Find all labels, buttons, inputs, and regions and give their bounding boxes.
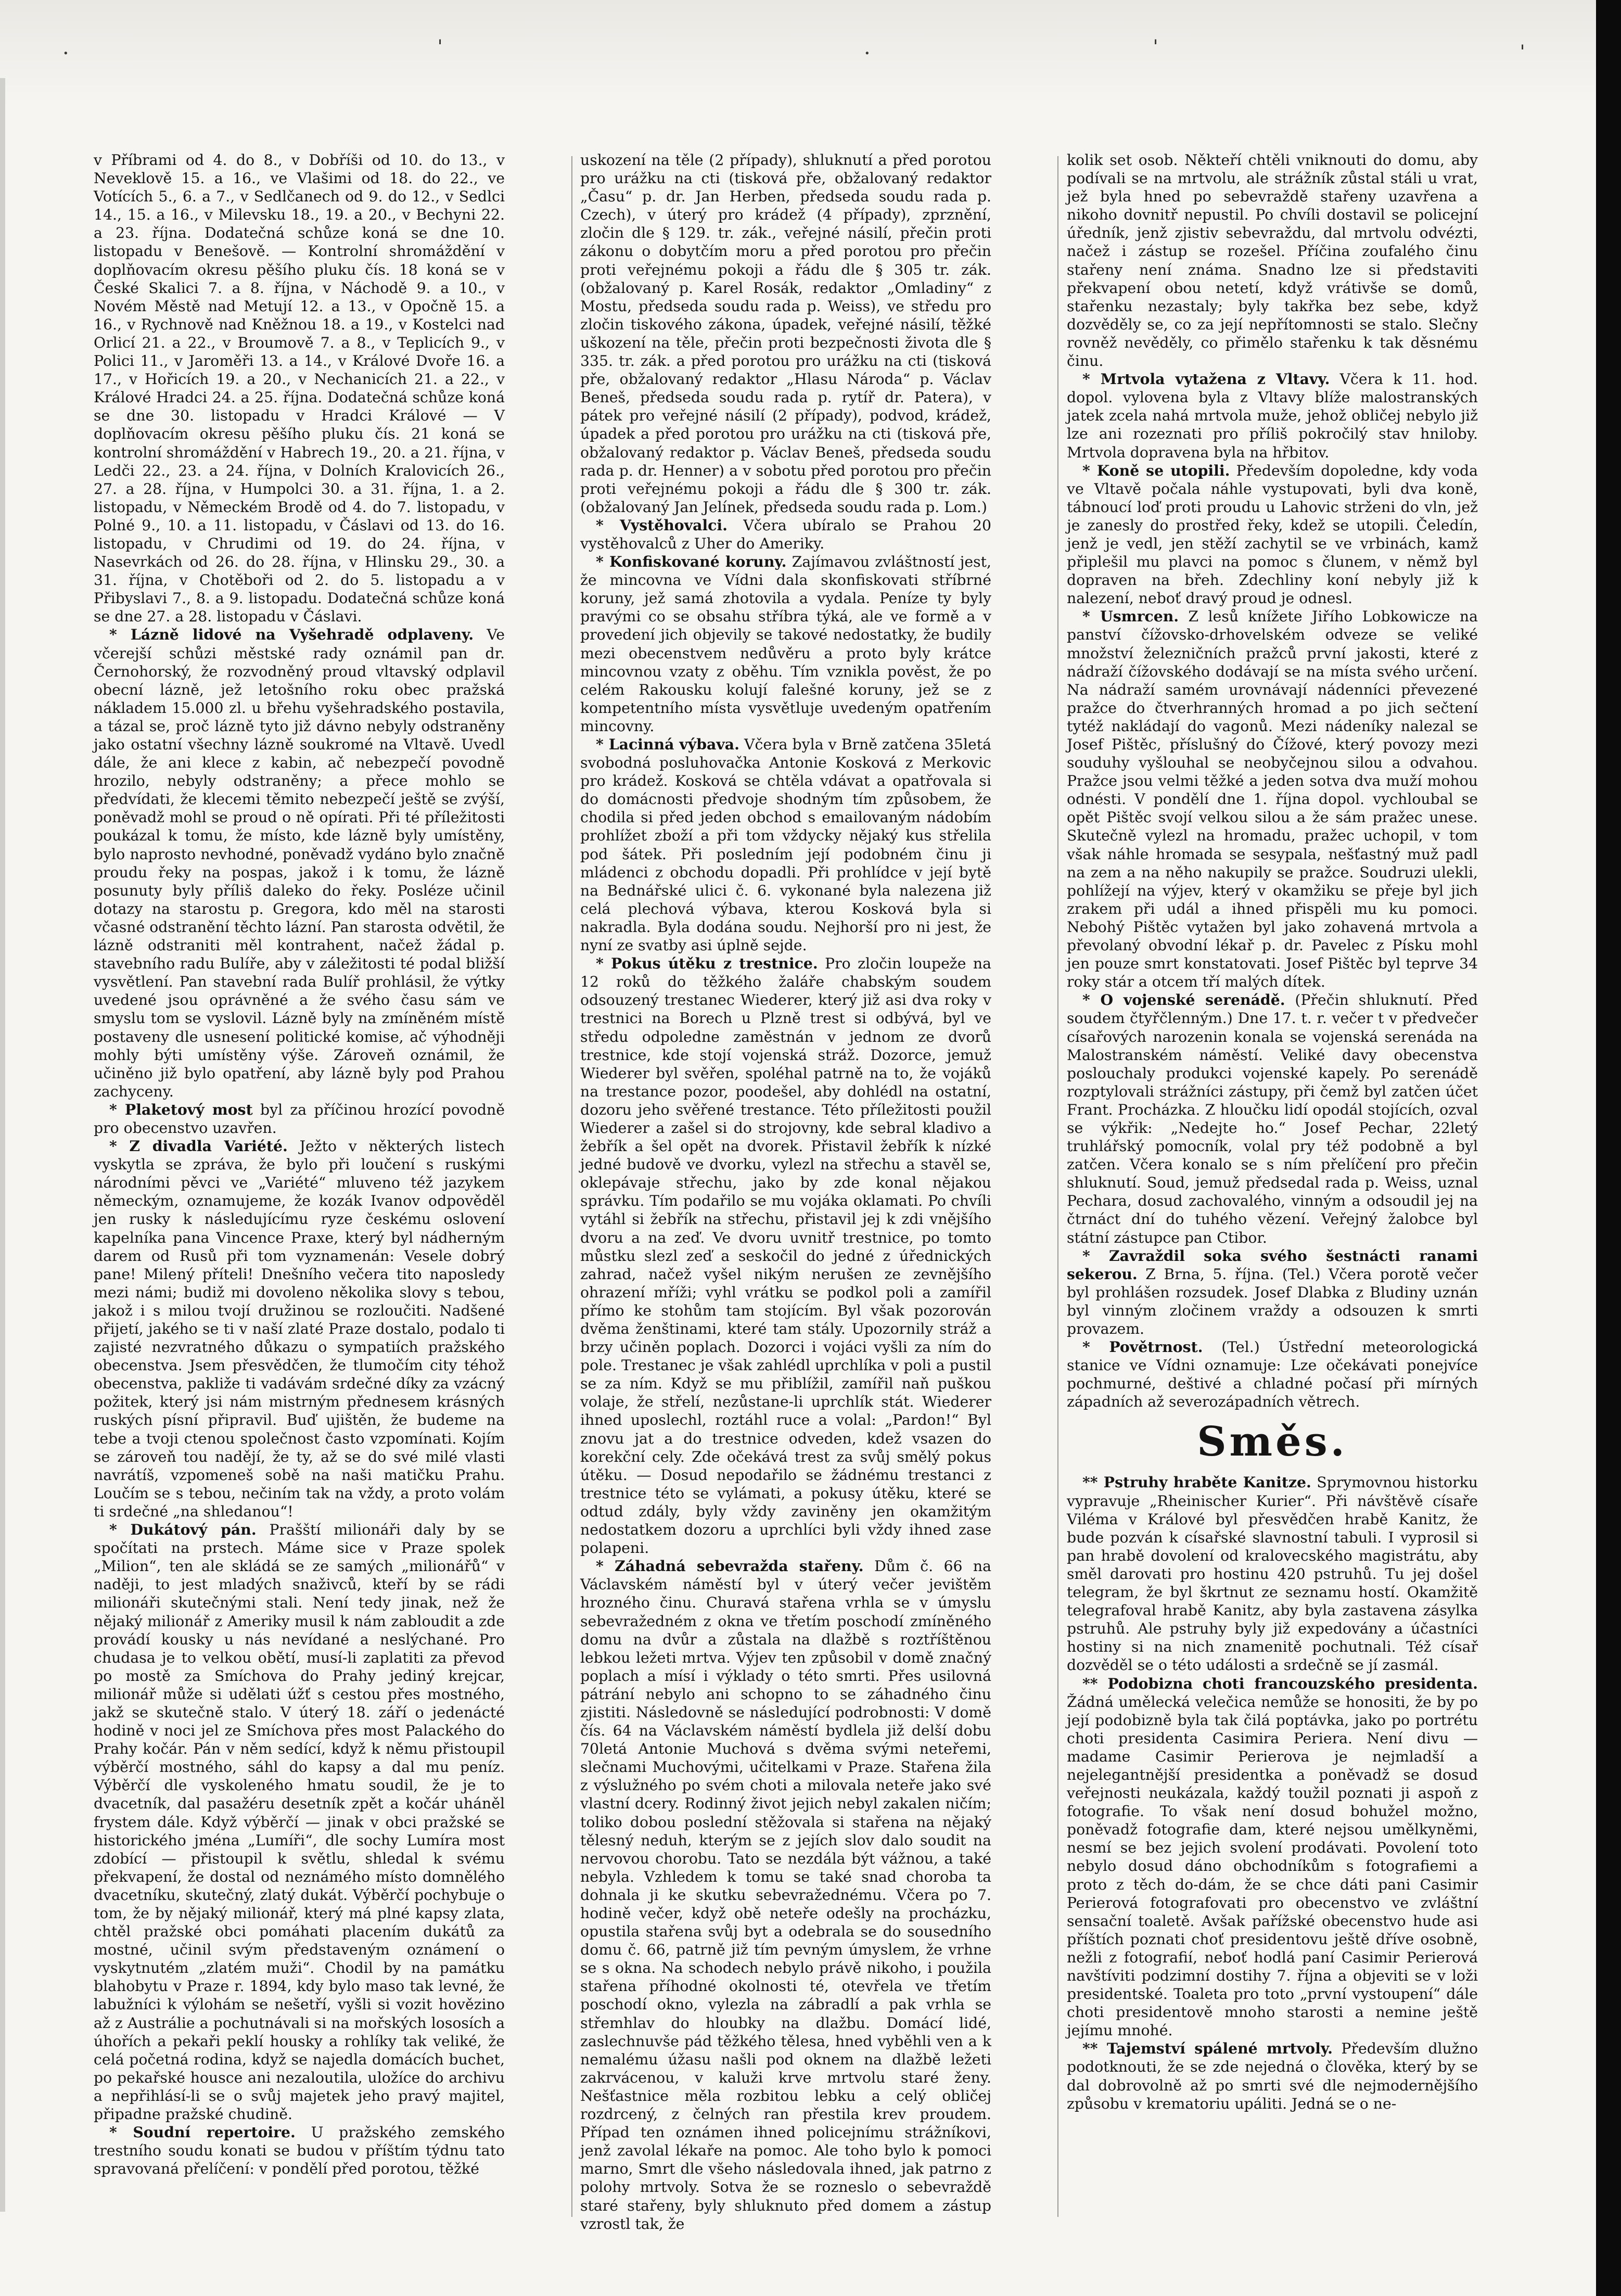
news-article: [1067, 462, 1478, 608]
article-headline: * Dukátový pán.: [109, 1521, 257, 1539]
article-body: Dům č. 66 na Václavském náměstí byl v úterý večer jevištěm hrozného činu. Churavá stařena vrhla se v úmyslu sebevražedném z okna ve třetím poschodí zmíněného domu na dvůr a zůstala na dlažbě s roztříštěnou lebkou ležeti mrtva. Výjev ten způsobil v domě značný poplach a mísí i výklady o této smrti. Přes usilovná pátrání nebylo ani schopno to se záhadného činu zjistiti. Následovně se následující podrobnosti: V domě čís. 64 na Václavském náměstí bydlela již delší dobu 70letá Antonie Muchová s dvěma svými neteřemi, slečnami Muchovými, učitelkami v Praze. Stařena žila z výslužného po svém choti a milovala neteře jako své vlastní dcery. Rodinný život jejich nebyl zakalen ničím; toliko dobou poslední stěžovala si stařena na nějaký tělesný neduh, kterým se z jejích slov dalo soudit na nervovou chorobu. Tato se nezdála být vážnou, a také nebyla. Vzhledem k tomu se také snad choroba ta dohnala ji ke skutku sebevražednému. Včera po 7. hodině večer, když obě neteře odešly na procházku, opustila stařena svůj byt a odebrala se do sousedního domu č. 66, patrně již tím pevným úmyslem, že vrhne se s okna. Na schodech nebylo právě nikoho, i použila stařena příhodné okolnosti té, otevřela ve třetím poschodí okno, vylezla na zábradlí a pak vrhla se střemhlav do hloubky na dlažbu. Domácí lidé, zaslechnuvše pád těžkého tělesa, hned vyběhli ven a k nemalému úžasu našli pod oknem na dlažbě ležeti zakrvácenou, v kaluži krve mrtvolu staré ženy. Nešťastnice měla rozbitou lebku a celý obličej rozdrcený, z čelných ran přestila krev proudem. Případ ten oznámen ihned policejnímu strážníkovi, jenž zavolal lékaře na pomoc. Ale toho bylo k pomoci marno, Smrt dle všeho následovala ihned, jak patrno z polohy mrtvoly. Sotva že se rozneslo o sebevraždě staré stařeny, byly shluknuto před domem a zástup vzrostl tak, že: [580, 1558, 991, 2233]
column-1: [94, 151, 505, 2222]
article-body: Včera byla v Brně zatčena 35letá svobodná posluhovačka Antonie Kosková z Merkovic pro krádež. Kosková se chtěla vdávat a opatřovala si do domácnosti předvoje shodným tím způsobem, že chodila si před jeden obchod s emailovaným nádobím prohlížet zboží a při tom vždycky nějaký kus střelila pod šátek. Při posledním její podobném činu ji mládenci z obchodu dopadli. Při prohlídce v její bytě na Bednářské ulici č. 6. vykonané byla nalezena již celá plechová výbava, kterou Kosková byla si nakradla. Byla dodána soudu. Nejhorší pro ni jest, že nyní ze svatby asi úplně sejde.: [580, 736, 992, 954]
article-headline: * Vystěhovalci.: [596, 516, 728, 534]
article-body: (Tel.) Ústřední meteorologická stanice ve Vídni oznamuje: Lze očekávati ponejvíce pochmurné, deštivé a chladné počasí při mírných západních až severozápadních větrech.: [1067, 1338, 1478, 1411]
article-headline: * Povětrnost.: [1082, 1338, 1203, 1356]
news-article: [94, 1521, 505, 2123]
article-body: U pražského zemského trestního soudu konati se budou v příštím týdnu tato spravovaná přelíčení: v pondělí před porotou, těžké: [94, 2124, 505, 2178]
article-headline: * Záhadná sebevražda stařeny.: [596, 1557, 864, 1575]
article-body: Pro zločin loupeže na 12 roků do těžkého žaláře chabským soudem odsouzený trestanec Wiederer, který již asi dva roky v trestnici na Borech u Plzně trest si odbývá, byl ve středu odpoledne zaměstnán v jednom ze dvorů trestnice, kde stojí vojenská stráž. Dozorce, jemuž Wiederer byl svěřen, spoléhal patrně na to, že vojáků na trestance pozor, poodešel, aby dohlédl na ostatní, dozoru jeho svěřené trestance. Této příležitosti použil Wiederer a zašel si do strojovny, kde sebral kladivo a žebřík a šel opět na dvorek. Přistavil žebřík k nízké jedné budově ve dvorku, vylezl na střechu a stavěl se, oklepávaje střechu, jako by zde konal nějakou správku. Tím podařilo se mu vojáka oklamati. Po chvíli vytáhl si žebřík na střechu, přistavil jej k zdi vnějšího dvoru a na zeď. Ve dvoru uvnitř trestnice, po tomto můstku slezl zeď a seskočil do jedné z úřednických zahrad, načež vyšel nikým nerušen ze zevnějšího ohrazení mříži; vyhl vrátku se podkol poli a zamířil přímo ke stohům tam stojícím. Byl však pozorován dvěma ženštinami, které tam stály. Upozornily stráž a brzy učiněn poplach. Dozorci i vojáci vyšli za ním do pole. Trestanec je však zahlédl uprchlíka v poli a pustil se za ním. Když se mu přiblížil, zamířil naň puškou volaje, že střelí, nezůstane-li uprchlík stát. Wiederer ihned uposlechl, roztáhl ruce a volal: „Pardon!“ Byl znovu jat a do trestnice odveden, kdež vsazen do korekční cely. Zde očekává trest za svůj smělý pokus útěku. — Dosud nepodařilo se žádnému trestanci z trestnice této se vylámati, a pokusy útěku, které se odtud zdály, byly vždy zaviněny jen okamžitým nedostatkem dozoru a uprchlíci byli vždy ihned zase polapeni.: [580, 955, 991, 1557]
article-headline: * Mrtvola vytažena z Vltavy.: [1082, 370, 1330, 388]
news-article: [1067, 1675, 1478, 2040]
article-body: Prašští milionáři daly by se spočítati na prstech. Máme sice v Praze spolek „Milion“, ten ale skládá se ze samých „milionářů“ v naději, to jest mladých snaživců, kteří by se rádi milionáři skutečnými stali. Není tedy jinak, než že nějaký milionář z Ameriky musil k nám zabloudit a zde provádí kousky u nás nevídané a neslýchané. Pro chudasa je to velkou obětí, musí-li zaplatiti za převod po mostě za Smíchova do Prahy jediný krejcar, milionář může si udělati úžť s cestou přes mostného, jakž se skutečně stalo. V úterý 18. září o jedenácté hodině v noci jel ze Smíchova přes most Palackého do Prahy kočár. Pán v něm sedící, když k němu přistoupil výběrčí mostného, sáhl do kapsy a dal mu peníz. Výběrčí dle vyskoleného hmatu soudil, že je to dvacetník, dal pasažéru desetník zpět a kočár uháněl frystem dále. Když výběrčí — jinak v obci pražské se historického jména „Lumíři“, dle sochy Lumíra most zdobící — přistoupil k světlu, shledal k svému překvapení, že dostal od neznámého místo domnělého dvacetníku, skutečný, zlatý dukát. Výběrčí pochybuje o tom, že by nějaký milionář, který má plné kapsy zlata, chtěl pražské obci pomáhati placením dukátů za mostné, učinil svým představeným oznámení o vyskytnutém „zlatém muži“. Chodil by na památku blahobytu v Praze r. 1894, kdy bylo maso tak levné, že labužníci k výlohám se nešetří, vyšli si vozit hovězino až z Austrálie a pochutnávali si na mořských lososích a úhořích a pekaři peklí housky a rohlíky tak veliké, že celá početná rodina, když se najedla domácích buchet, po pekařské housce ani nezaloutila, uložíce do archivu a nepřihlásí-li se o svůj majetek jeho pravý majitel, připadne pražské chudině.: [94, 1521, 505, 2123]
scan-speck: ·: [62, 42, 69, 66]
article-headline: * Z divadla Variété.: [109, 1137, 288, 1155]
article-body: v Příbrami od 4. do 8., v Dobříši od 10. do 13., v Neveklově 15. a 16., ve Vlašimi od 18. do 22., ve Votících 5., 6. a 7., v Sedlčanech od 9. do 12., v Sedlci 14., 15. a 16., v Milevsku 18., 19. a 20., v Bechyni 22. a 23. října. Dodatečná schůze koná se dne 10. listopadu v Benešově. — Kontrolní shromáždění v doplňovacím okresu pěšího pluku čís. 18 koná se v České Skalici 7. a 8. října, v Náchodě 9. a 10., v Novém Městě nad Metují 12. a 13., v Opočně 15. a 16., v Rychnově nad Kněžnou 18. a 19., v Kostelci nad Orlicí 21. a 22., v Broumově 7. a 8., v Teplicích 9., v Polici 11., v Jaroměři 13. a 14., v Králové Dvoře 16. a 17., v Hořicích 19. a 20., v Nechanicích 21. a 22., v Králové Hradci 24. a 25. října. Dodatečná schůze koná se dne 30. listopadu v Hradci Králové — V doplňovacím okresu pěšího pluku čís. 21 koná se kontrolní shromáždění v Habrech 19., 20. a 21. října, v Ledči 22., 23. a 24. října, v Dolních Kralovicích 26., 27. a 28. října, v Humpolci 30. a 31. října, 1. a 2. listopadu, v Německém Brodě od 4. do 7. listopadu, v Polné 9., 10. a 11. listopadu, v Čáslavi od 13. do 16. listopadu, v Chrudimi od 19. do 24. října, v Nasevrkách od 26. do 28. října, v Hlinsku 29., 30. a 31. října, v Chotěboři od 2. do 5. listopadu a v Přibyslavi 7., 8. a 9. listopadu. Dodatečná schůze koná se dne 27. a 28. listopadu v Čáslavi.: [94, 151, 505, 626]
news-article: [1067, 2039, 1478, 2112]
column-rule: [571, 156, 572, 2217]
news-article: [580, 151, 991, 516]
article-headline: * Soudní repertoire.: [109, 2123, 296, 2141]
article-headline: ** Podobizna choti francouzského presidenta.: [1082, 1674, 1478, 1692]
scan-speck: ·: [864, 42, 871, 66]
article-body: byl za příčinou hrozící povodně pro obecenstvo uzavřen.: [94, 1101, 505, 1137]
article-headline: * O vojenské serenádě.: [1082, 991, 1285, 1009]
news-article: [580, 553, 991, 735]
article-headline: * Konfiskované koruny.: [596, 553, 787, 571]
article-body: Včera ubíralo se Prahou 20 vystěhovalců z Uher do Ameriky.: [580, 516, 991, 552]
article-body: uskození na těle (2 případy), shluknutí a před porotou pro urážku na cti (tisková pře, obžalovaný redaktor „Času“ p. dr. Jan Herben, předseda soudu rada p. Czech), v úterý pro krádež (4 případy), zprznění, zločin dle § 129. tr. zák., veřejné násilí, přečin proti zákonu o dobytčím moru a před porotou pro přečin proti veřejnému pokoji a řádu dle § 305 tr. zák. (obžalovaný p. Karel Rosák, redaktor „Omladiny“ z Mostu, předseda soudu rada p. Weiss), ve středu pro zločin tiskového zákona, úpadek, veřejné násilí, těžké uškození na těle, přečin proti bezpečnosti života dle § 335. tr. zák. a před porotou pro urážku na cti (tisková pře, obžalovaný redaktor „Hlasu Národa“ p. Václav Beneš, předseda soudu rada p. rytíř dr. Patera), v pátek pro veřejné násilí (2 případy), podvod, krádež, úpadek a před porotou pro urážku na cti (tisková pře, obžalovaný redaktor p. Václav Beneš, předseda soudu rada p. dr. Henner) a v sobotu před porotou pro přečin proti veřejnému pokoji a řádu dle § 300 tr. zák. (obžalovaný Jan Jelínek, předseda soudu rada p. Lom.): [580, 151, 991, 516]
scan-speck: ˈ: [437, 36, 443, 60]
scan-speck: ˈ: [1520, 42, 1525, 66]
article-headline: ** Tajemství spálené mrtvoly.: [1082, 2039, 1333, 2058]
news-article: [580, 735, 991, 954]
column-rule: [1057, 156, 1058, 2217]
article-headline: * Plaketový most: [109, 1100, 253, 1118]
article-body: (Přečin shluknutí. Před soudem čtyřčlenným.) Dne 17. t. r. večer t v předvečer císařových narozenin konala se vojenská serenáda na Malostranském náměstí. Veliké davy obecenstva poslouchaly produkci vojenské kapely. Po serenádě rozptylovali strážníci zástupy, při čemž byl zatčen účet Frant. Procházka. Z hloučku lidí opodál stojících, ozval se výkřik: „Nedejte ho.“ Josef Pechar, 22letý truhlářský pomocník, volal pry též podobně a byl zatčen. Včera konalo se s ním přelíčení pro přečin shluknutí. Soud, jemuž předsedal rada p. Weiss, uznal Pechara, dosud zachovalého, vinným a odsoudil jej na čtrnáct dní do tuhého vězení. Veřejný žalobce byl státní zástupce pan Ctibor.: [1067, 991, 1478, 1246]
news-article: [1067, 991, 1478, 1246]
article-headline: ** Pstruhy hraběte Kanitze.: [1082, 1473, 1311, 1491]
column-2: [580, 151, 992, 2233]
scan-top-margin: [0, 0, 1621, 104]
article-body: Zajímavou zvláštností jest, že mincovna ve Vídni dala skonfiskovati stříbrné koruny, jež samá zhotovila a vydala. Peníze ty byly pravými co se obsahu stříbra týká, ale ve formě a v provedení jich objevily se takové nedostatky, že budily mezi obecenstvem nedůvěru a proto byly krátce mincovnou vzaty z oběhu. Tím vznikla pověst, že po celém Rakousku kolují falešné koruny, jež se z kompetentního místa vysvětluje uvedeným opatřením mincovny.: [580, 553, 992, 735]
article-body: Ve včerejší schůzi městské rady oznámil pan dr. Černohorský, že rozvodněný proud vltavský odplavil obecní lázně, jež letošního roku obec pražská nákladem 15.000 zl. u břehu vyšehradského postavila, a tázal se, proč lázně tyto již dávno nebyly odstraněny jako ostatní všechny lázně soukromé na Vltavě. Uvedl dále, že ani klece z kabin, ač nebezpečí povodně hrozilo, nebyly odstraněny; a přece mohlo se předvídati, že klecemi těmito nebezpečí ještě se zvýší, poněvadž mohl se proud o ně opírati. Při té příležitosti poukázal k tomu, že místo, kde lázně byly umístěny, bylo naprosto nevhodné, poněvadž vydáno bylo značně proudu řeky na pospas, jakož i k tomu, že lázně posunuty byly příliš daleko do řeky. Posléze učinil dotazy na starostu p. Gregora, kdo měl na starosti včasné odstranění těchto lázní. Pan starosta odvětil, že lázně odstraniti měl kontrahent, načež žádal p. stavebního radu Bulíře, aby v záležitosti té podal bližší vysvětlení. Pan stavební rada Bulíř prohlásil, že výtky uvedené jsou oprávněné a že svého času sám ve smyslu tom se vyslovil. Lázně byly na zmíněném místě postaveny dle usnesení politické komise, ač výhodněji mohly býti umístěny výše. Zároveň oznámil, že učiněno již bylo opatření, aby lázně byly pod Prahou zachyceny.: [94, 626, 505, 1100]
scan-right-edge: [1596, 0, 1621, 2296]
news-article: [1067, 1338, 1478, 1411]
article-body: Sprymovnou historku vypravuje „Rheinischer Kurier“. Při návštěvě císaře Viléma v Králové byl přesvědčen hrabě Kanitz, že bude pozván k císařské slavnostní tabuli. I vyprosil si pan hrabě dovolení od kralovecského magistrátu, aby směl darovati pro hostinu 420 pstruhů. Tu jej došel telegram, že byl škrtnut ze seznamu hostí. Okamžitě telegrafoval hrabě Kanitz, aby byla zastavena zásylka pstruhů. Ale pstruhy byly již expedovány a účastníci hostiny si na nich znamenitě pochutnali. Též císař dozvěděl se o této události a srdečně se jí zasmál.: [1067, 1474, 1478, 1674]
news-article: [580, 954, 991, 1557]
news-article: [580, 1557, 991, 2233]
article-body: Z lesů knížete Jiřího Lobkowicze na panství čížovsko-drhovelském odveze se veliké množství železničních pražců první jakosti, které z nádraží čížovského dodávají se na místa svého určení. Na nádraží samém urovnávají nádenníci převezené pražce do čtverhranných hromad a po jich sečtení tytéž nakládají do vagonů. Mezi nádeníky nalezal se Josef Pištěc, příslušný do Čížové, který povozy mezi souduhy vyšlouhal se neobyčejnou silou a odvahou. Pražce jsou velmi těžké a jeden sotva dva muží mohou odnésti. V pondělí dne 1. října dopol. vychloubal se opět Pištěc svojí velkou silou a že sám pražec unese. Skutečně vylezl na hromadu, pražec uchopil, v tom však náhle hromada se sesypala, nešťastný muž padl na zem a na něho nakupily se pražce. Soudruzi ulekli, pohlížejí na výjev, který v okamžiku se přeje byl jich zrakem při udál a ihned přispěli mu ku pomoci. Nebohý Pištěc vytažen byl jako zohavená mrtvola a převolaný obvodní lékař p. dr. Pavelec z Písku mohl jen pouze smrt konstatovati. Josef Pištěc byl teprve 34 roky stár a otcem tří malých dítek.: [1067, 608, 1478, 991]
article-body: Včera k 11. hod. dopol. vylovena byla z Vltavy blíže malostranských jatek zcela nahá mrtvola muže, jehož obličej nebylo již lze ani rozeznati pro příliš pokročilý stav hniloby. Mrtvola dopravena byla na hřbitov.: [1067, 371, 1478, 461]
news-article: [94, 1101, 505, 1137]
article-headline: * Lacinná výbava.: [596, 735, 739, 753]
article-body: kolik set osob. Někteří chtěli vniknouti do domu, aby podívali se na mrtvolu, ale strážník zůstal stáli u vrat, jež byla hned po sebevraždě stařeny uzavřena a nikoho dovnitř nepustil. Po chvíli dostavil se policejní úředník, jenž zjistiv sebevraždu, dal mrtvolu odvézti, načež i zástup se rozešel. Příčina zoufalého činu stařeny není známa. Snadno lze si představiti překvapení obou netetí, když vrátivše se domů, stařenku nezastaly; byly takřka bez sebe, když dozvěděly se, co za její nepřítomnosti se stalo. Slečny rovněž nevěděly, co přimělo stařenku k tak děsnému činu.: [1067, 151, 1478, 370]
article-body: Ježto v některých listech vyskytla se zpráva, že bylo při loučení s ruskými národními pěvci ve „Variété“ mluveno též jazykem německým, oznamujeme, že kozák Ivanov odpověděl jen rusky k následujícímu ryze českému oslovení kapelníka pana Vincence Praxe, který byl nádherným darem od Rusů při tom vyznamenán: Vesele dobrý pane! Milený příteli! Dnešního večera tito naposledy mezi námi; budiž mi dovoleno několika slovy s tebou, jakož i s milou tvojí družinou se rozloučiti. Nadšené přijetí, jakého se ti v naší zlaté Praze dostalo, podalo ti zajisté nezvratného důkazu o sympatiích pražského obecenstva. Jsem přesvědčen, že tlumočím city téhož obecenstva, pakliže ti vadávám srdečné díky za vzácný požitek, který jsi nám mistrným přednesem krásných ruských písní připravil. Buď ujištěn, že budeme na tebe a tvoji ctenou společnost často vzpomínati. Kojím se zároveň tou nadějí, že ty, až se do své milé vlasti navrátíš, vzpomeneš sobě na naši matičku Prahu. Loučím se s tebou, nečiním tak na vždy, a proto volám ti srdečné „na shledanou“!: [94, 1138, 505, 1520]
news-article: [94, 626, 505, 1100]
news-article: [1067, 370, 1478, 461]
article-headline: * Pokus útěku z trestnice.: [596, 954, 818, 973]
news-article: [1067, 1473, 1478, 1674]
scan-speck: ˈ: [1153, 36, 1158, 60]
section-heading-smes: Směs.: [1197, 1418, 1348, 1466]
article-headline: * Koně se utopili.: [1082, 461, 1230, 479]
article-body: Z Brna, 5. října. (Tel.) Včera porotě večer byl prohlášen rozsudek. Josef Dlabka z Bludiny uznán byl vinným zločinem vraždy a odsouzen k smrti provazem.: [1067, 1265, 1478, 1337]
news-article: [1067, 607, 1478, 991]
article-body: Především dopoledne, kdy voda ve Vltavě počala náhle vystupovati, byli dva koně, tábnoucí loď proti proudu u Lahovic strženi do vln, jež je zanesly do prostřed řeky, kdež se utopili. Čeledín, jenž je vedl, jen stěží zachytil se ve vrbinách, kamž připlešil mu plavci na pomoc s člunem, v němž byl dopraven na břeh. Zdechliny koní nebyly již k nalezení, neboť dravý proud je odnesl.: [1067, 462, 1478, 607]
news-article: [1067, 151, 1478, 370]
article-headline: * Usmrcen.: [1082, 607, 1179, 626]
news-article: [580, 516, 991, 553]
article-headline: * Lázně lidové na Vyšehradě odplaveny.: [109, 626, 474, 644]
article-headline: * Zavraždil soka svého šestnácti ranami sekerou.: [1067, 1246, 1478, 1283]
article-body: Žádná umělecká velečica nemůže se honositi, že by po její podobizně byla tak čilá poptávka, jako po portrétu choti presidenta Casimira Periera. Není divu — madame Casimir Perierova je nejmladší a nejelegantnější presidentka a poněvadž se dosud veřejnosti neukázala, každý toužil poznati ji aspoň z fotografie. To však není dosud bohužel možno, poněvadž fotografie dam, které nejsou umělkyněmi, nesmí se bez jejich svolení prodávati. Povolení toto nebylo dosud dáno obchodníkům s fotografiemi a proto z těch do-dám, že se chce dáti pani Casimir Perierová fotografovati pro obecenstvo ve zvláštní sensační toaletě. Avšak pařížské obecenstvo hude asi příštích poznati choť presidentovu ještě dříve osobně, nežli z fotografií, neboť hodlá paní Casimir Perierová navštíviti podzimní dostihy 7. října a objeviti se v loži presidentské. Toaleta pro toto „první vystoupení“ dále choti presidentově mnoho starosti a nemine ještě jejímu mnohé.: [1067, 1693, 1478, 2039]
news-article: [94, 151, 505, 626]
article-body: Především dlužno podotknouti, že se zde nejedná o člověka, který by se dal dobrovolně až po smrti své dle nejmodernějšího způsobu v krematoriu upáliti. Jedná se o ne-: [1067, 2040, 1478, 2112]
news-article: [1067, 1247, 1478, 1338]
scan-left-edge: [0, 78, 5, 2212]
news-article: [94, 1137, 505, 1521]
news-article: [94, 2123, 505, 2178]
column-3: [1067, 151, 1478, 2222]
